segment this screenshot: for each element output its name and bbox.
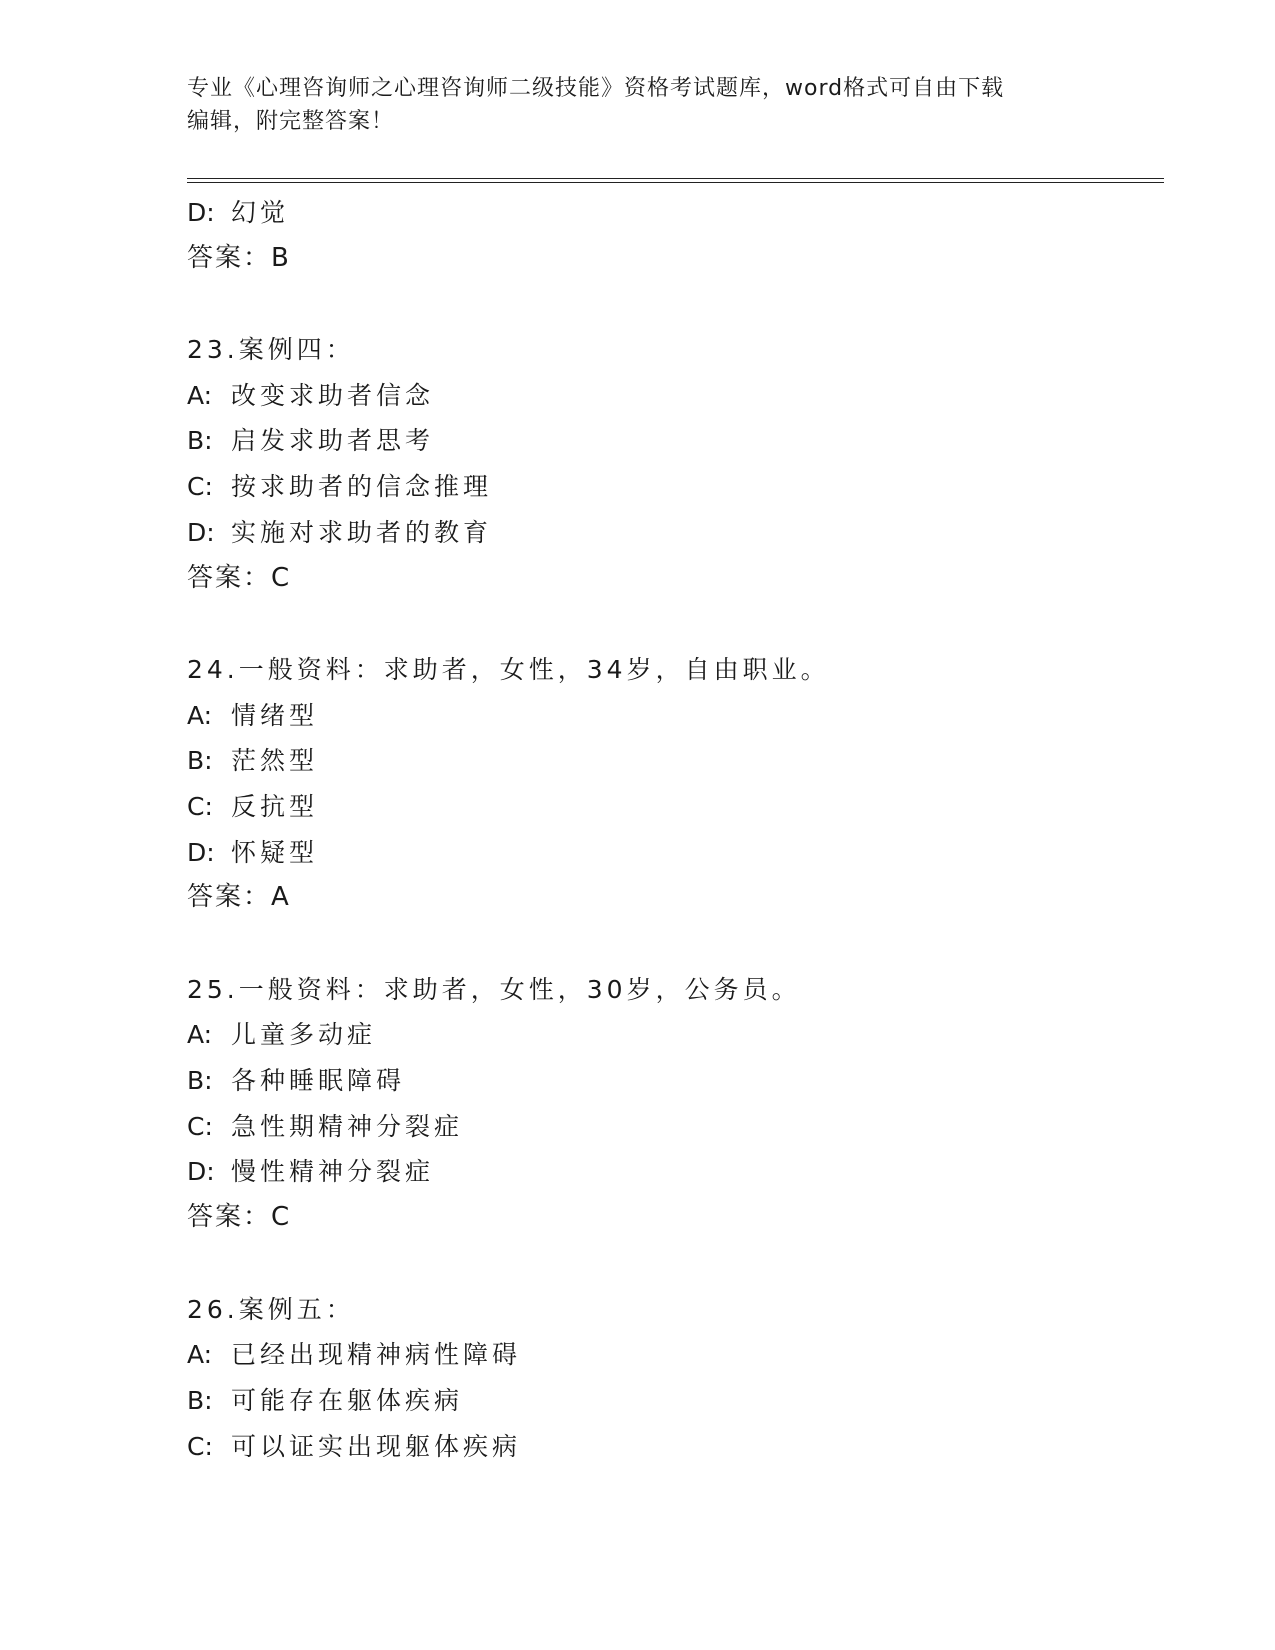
option-key: A:	[187, 1020, 213, 1050]
option-key: B:	[187, 746, 213, 776]
option-text: 各种睡眠障碍	[231, 1066, 406, 1096]
option-line	[187, 1424, 1164, 1470]
option-key: C:	[187, 1111, 213, 1141]
question-stem: 24.一般资料：求助者，女性，34岁，自由职业。	[187, 654, 830, 684]
option-line	[187, 464, 1164, 510]
answer-line: 答案：B	[187, 242, 291, 273]
option-line	[187, 1149, 1164, 1195]
option-key: B:	[187, 426, 213, 456]
option-key: B:	[187, 1066, 213, 1096]
option-key: A:	[187, 380, 213, 410]
question-stem: 26.案例五：	[187, 1294, 355, 1324]
option-line	[187, 1104, 1164, 1150]
spacer	[187, 601, 1164, 647]
page-header	[187, 72, 1087, 138]
option-line	[187, 1378, 1164, 1424]
option-key: C:	[187, 1431, 213, 1461]
option-text: 儿童多动症	[231, 1020, 377, 1050]
answer-line: 答案：A	[187, 882, 291, 913]
option-text: 情绪型	[231, 700, 319, 730]
option-key: D:	[187, 517, 215, 547]
spacer	[187, 1241, 1164, 1287]
option-line	[187, 373, 1164, 419]
header-line-2: 编辑，附完整答案！	[187, 109, 395, 134]
answer-line: 答案：C	[187, 1202, 292, 1233]
option-text: 改变求助者信念	[231, 380, 435, 410]
option-key: B:	[187, 1385, 213, 1415]
spacer	[187, 281, 1164, 327]
option-key: D:	[187, 1157, 215, 1187]
option-line	[187, 1332, 1164, 1378]
document-body	[187, 190, 1164, 1469]
option-key: A:	[187, 1340, 213, 1370]
option-text: 慢性精神分裂症	[231, 1157, 435, 1187]
option-text: 可能存在躯体疾病	[231, 1385, 464, 1415]
question-stem: 23.案例四：	[187, 335, 355, 365]
option-text: 实施对求助者的教育	[231, 517, 493, 547]
option-text: 已经出现精神病性障碍	[231, 1340, 522, 1370]
option-text: 怀疑型	[231, 837, 319, 867]
option-line	[187, 418, 1164, 464]
option-text: 反抗型	[231, 791, 319, 821]
option-key: A:	[187, 700, 213, 730]
option-line	[187, 738, 1164, 784]
option-line	[187, 1058, 1164, 1104]
option-key: C:	[187, 791, 213, 821]
option-text: 幻觉	[231, 198, 290, 227]
option-text: 茫然型	[231, 746, 319, 776]
option-line	[187, 190, 1164, 236]
header-divider	[187, 178, 1164, 183]
header-line-1: 专业《心理咨询师之心理咨询师二级技能》资格考试题库，word格式可自由下载	[187, 76, 1005, 101]
option-text: 按求助者的信念推理	[231, 472, 493, 502]
option-line	[187, 693, 1164, 739]
option-text: 启发求助者思考	[231, 426, 435, 456]
option-key: C:	[187, 472, 213, 502]
option-line	[187, 510, 1164, 556]
option-key: D:	[187, 837, 215, 867]
option-text: 急性期精神分裂症	[231, 1111, 464, 1141]
question-stem: 25.一般资料：求助者，女性，30岁，公务员。	[187, 974, 801, 1004]
option-text: 可以证实出现躯体疾病	[231, 1431, 522, 1461]
option-line	[187, 830, 1164, 876]
option-line	[187, 1012, 1164, 1058]
option-key: D:	[187, 198, 215, 227]
option-line	[187, 784, 1164, 830]
spacer	[187, 921, 1164, 967]
answer-line: 答案：C	[187, 562, 292, 593]
